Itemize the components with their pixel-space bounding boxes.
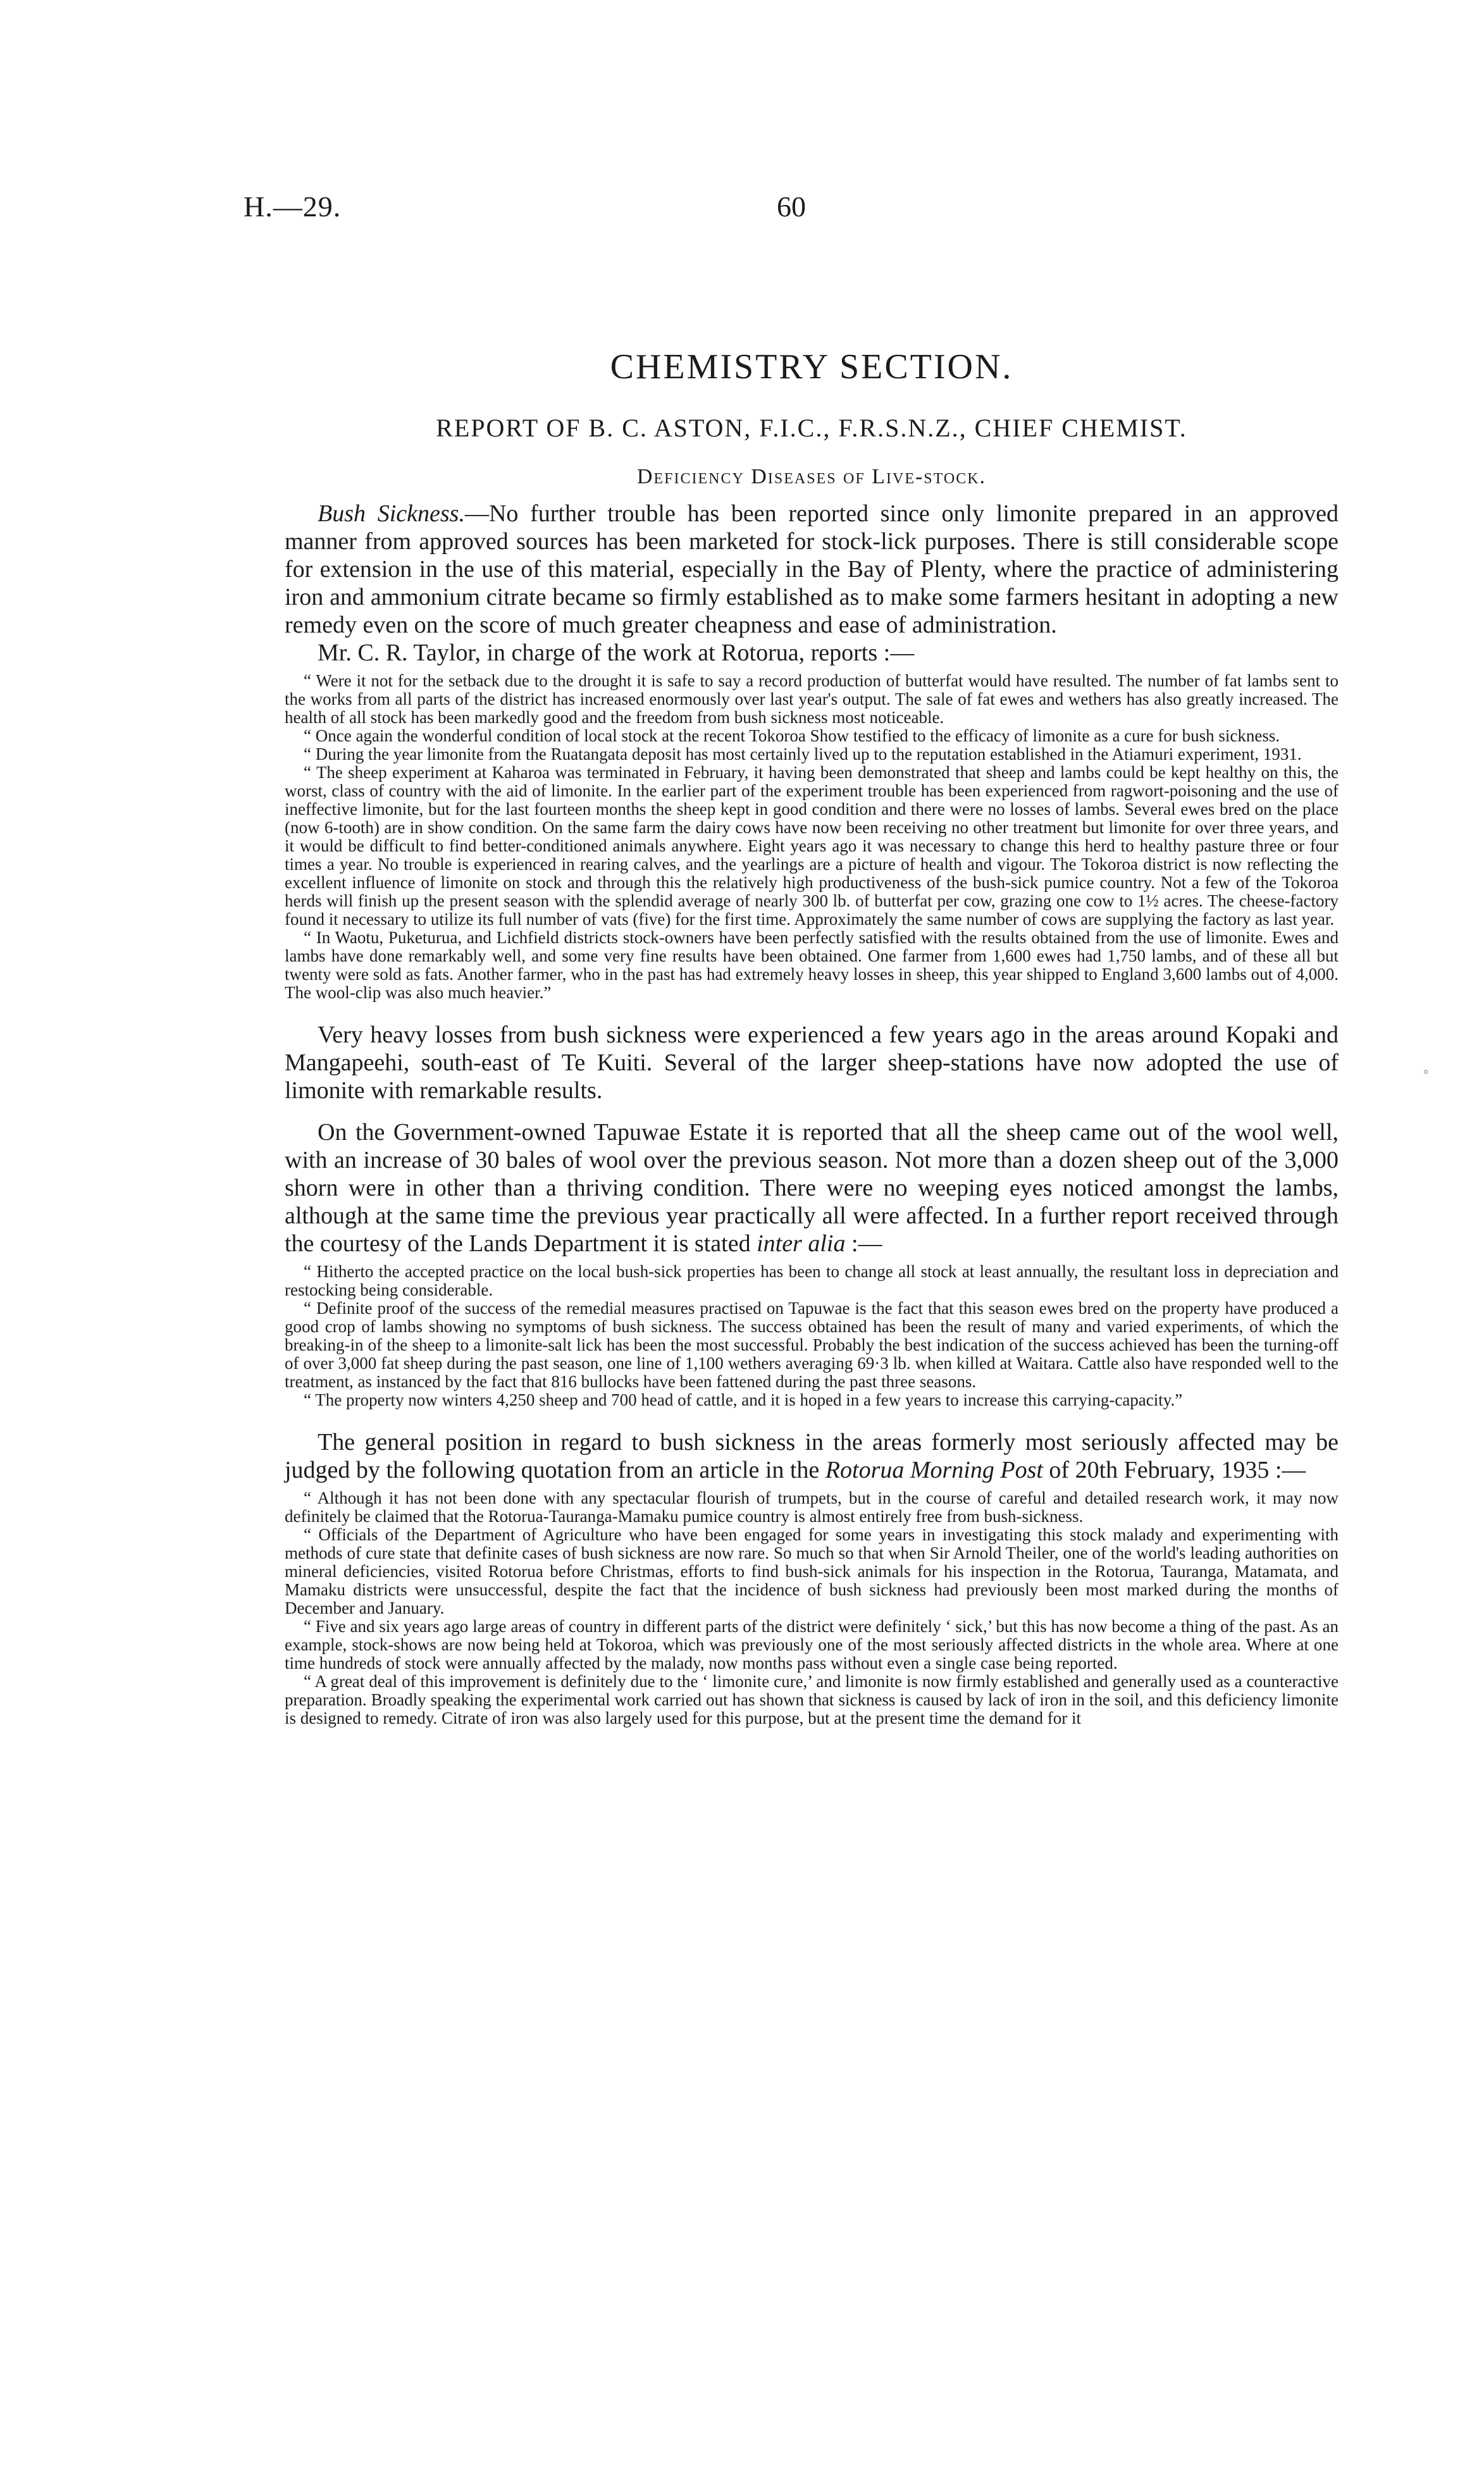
quote-paragraph: “ Although it has not been done with any spectacular flourish of trumpets, but in the course of careful and detailed research work, it may now definitely be claimed that the Rotorua-Tauranga-Mamaku pumice country is almost entirely free from bush-sickness. (285, 1488, 1339, 1526)
general-position-paragraph (285, 1428, 1339, 1484)
quote-paragraph: “ Once again the wonderful condition of local stock at the recent Tokoroa Show testified to the efficacy of limonite as a cure for bush sickness. (304, 726, 1280, 745)
newspaper-quote-block (285, 1489, 1339, 1728)
quote-paragraph: “ Officials of the Department of Agriculture who have been engaged for some years in investigating this stock malady and experimenting with methods of cure state that definite cases of bush sickness are now rare. So much so that when Sir Arnold Theiler, one of the world's leading authorities on mineral deficiencies, visited Rotorua before Christmas, efforts to find bush-sick animals for his inspection in the Rotorua, Tauranga, Matamata, and Mamaku districts were unsuccessful, despite the fact that the incidence of bush sickness had previously been most marked during the months of December and January. (285, 1525, 1339, 1617)
report-title: REPORT OF B. C. ASTON, F.I.C., F.R.S.N.Z., CHIEF CHEMIST. (436, 414, 1187, 442)
section-title: CHEMISTRY SECTION. (610, 347, 1013, 386)
quote-paragraph: “ The sheep experiment at Kaharoa was terminated in February, it having been demonstrated that sheep and lambs could be kept healthy on this, the worst, class of country with the aid of limonite. In the earlier part of the experiment trouble has been experienced from ragwort-poisoning and the use of ineffective limonite, but for the last fourteen months the sheep kept in good condition and there were no losses of lambs. Several ewes bred on the place (now 6-tooth) are in show condition. On the same farm the dairy cows have now been receiving no other treatment but limonite for over three years, and it would be difficult to find better-conditioned animals anywhere. Eight years ago it was necessary to change this herd to healthy pasture three or four times a year. No trouble is experienced in rearing calves, and the yearlings are a picture of health and vigour. The Tokoroa district is now reflecting the excellent influence of limonite on stock and through this the relatively high productiveness of the bush-sick pumice country. Not a few of the Tokoroa herds will finish up the present season with the splendid average of nearly 300 lb. of butterfat per cow, grazing one cow to 1½ acres. The cheese-factory found it necessary to utilize its full number of vats (five) for the first time. Approximately the same number of cows are supplying the factory as last year. (285, 763, 1339, 929)
quote-paragraph: “ Were it not for the setback due to the drought it is safe to say a record production of butterfat would have resulted. The number of fat lambs sent to the works from all parts of the district has increased enormously over last year's output. The sale of fat ewes and wethers has also greatly increased. The health of all stock has been markedly good and the freedom from bush sickness most noticeable. (285, 671, 1339, 727)
tapuwae-text: On the Government-owned Tapuwae Estate it is reported that all the sheep came out of the wool well, with an increase of 30 bales of wool over the previous season. Not more than a dozen sheep out of the 3,000 shorn were in other than a thriving condition. There were no weeping eyes noticed amongst the lambs, although at the same time the previous year practically all were affected. In a further report received through the courtesy of the Lands Department it is stated (285, 1119, 1339, 1257)
quote-paragraph: “ Hitherto the accepted practice on the local bush-sick properties has been to change all stock at least annually, the resultant loss in depreciation and restocking being considerable. (285, 1262, 1339, 1299)
taylor-intro: Mr. C. R. Taylor, in charge of the work at Rotorua, reports :— (318, 640, 915, 666)
quote-paragraph: “ Definite proof of the success of the remedial measures practised on Tapuwae is the fact that this season ewes bred on the property have produced a good crop of lambs showing no symptoms of bush sickness. The success obtained has been the result of many and varied experiments, of which the breaking-in of the sheep to a limonite-salt lick has been the most successful. Probably the best indication of the success achieved has been the turning-off of over 3,000 fat sheep during the past season, one line of 1,100 wethers averaging 69·3 lb. when killed at Waitara. Cattle also have responded well to the treatment, as instanced by the fact that 816 bullocks have been fattened during the past three seasons. (285, 1299, 1339, 1391)
tapuwae-tail: :— (845, 1230, 882, 1257)
tapuwae-paragraph (285, 1118, 1339, 1258)
quote-paragraph: “ Five and six years ago large areas of country in different parts of the district were definitely ‘ sick,’ but this has now become a thing of the past. As an example, stock-shows are now being held at Tokoroa, which was previously one of the most seriously affected districts in the whole area. Where at one time hundreds of stock were annually affected by the malady, now months pass without even a single case being reported. (285, 1617, 1339, 1672)
quote-paragraph: “ The property now winters 4,250 sheep and 700 head of cattle, and it is hoped in a few years to increase this carrying-capacity.” (304, 1390, 1183, 1409)
subheading: Deficiency Diseases of Live-stock. (636, 465, 987, 488)
quote-paragraph: “ In Waotu, Puketurua, and Lichfield districts stock-owners have been perfectly satisfied with the results obtained from the use of limonite. Ewes and lambs have done remarkably well, and some very fine results have been obtained. One farmer from 1,600 ewes had 1,750 lambs, and of these all but twenty were sold as fats. Another farmer, who in the past has had extremely heavy losses in sheep, this year shipped to England 3,600 lambs out of 4,000. The wool-clip was also much heavier.” (285, 928, 1339, 1002)
intro-paragraph (285, 500, 1339, 639)
kopaki-paragraph: Very heavy losses from bush sickness were experienced a few years ago in the areas around Kopaki and Mangapeehi, south-east of Te Kuiti. Several of the larger sheep-stations have now adopted the use of limonite with remarkable results. (285, 1022, 1339, 1104)
newspaper-title: Rotorua Morning Post (825, 1457, 1043, 1483)
page-number: 60 (777, 190, 806, 223)
page-header (0, 190, 1484, 240)
intro-text: —No further trouble has been reported since only limonite prepared in an approved manner from approved sources has been marketed for stock-lick purposes. There is still considerable scope for extension in the use of this material, especially in the Bay of Plenty, where the practice of administering iron and ammonium citrate became so firmly established as to make some farmers hesitant in adopting a new remedy even on the score of much greater cheapness and ease of administration. (285, 500, 1339, 638)
quote-paragraph: “ During the year limonite from the Ruatangata deposit has most certainly lived up to the reputation established in the Atiamuri experiment, 1931. (304, 745, 1302, 763)
taylor-quote-block (285, 672, 1339, 1002)
general-text: The general position in regard to bush sickness in the areas formerly most seriously affected may be judged by the following quotation from an article in the (285, 1429, 1339, 1483)
intro-label: Bush Sickness. (318, 500, 465, 527)
page-content (285, 347, 1339, 1728)
tapuwae-italic: inter alia (757, 1230, 846, 1257)
document-reference: H.—29. (244, 190, 342, 223)
quote-paragraph: “ A great deal of this improvement is definitely due to the ‘ limonite cure,’ and limonite is now firmly established and generally used as a counteractive preparation. Broadly speaking the experimental work carried out has shown that sickness is caused by lack of iron in the soil, and this deficiency limonite is designed to remedy. Citrate of iron was also largely used for this purpose, but at the present time the demand for it (285, 1672, 1339, 1728)
general-tail: of 20th February, 1935 :— (1042, 1457, 1306, 1483)
margin-mark: ° (1423, 1068, 1428, 1082)
tapuwae-quote-block (285, 1263, 1339, 1409)
